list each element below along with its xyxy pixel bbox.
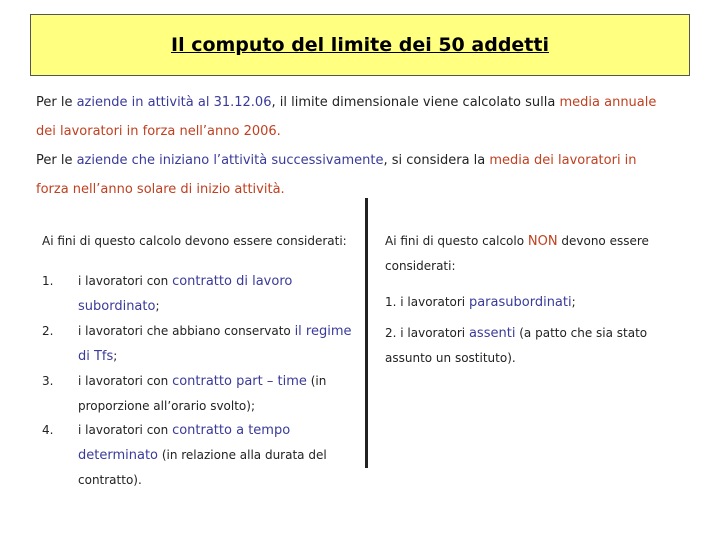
right-item2-highlight: assenti: [468, 326, 516, 341]
intro-p2-text-c: , si considera la: [383, 153, 490, 168]
list-item-text-c: (in proporzione all’orario svolto);: [78, 374, 327, 413]
column-divider: [365, 198, 368, 468]
list-item-number: 4.: [42, 423, 54, 437]
right-lead-text-a: Ai fini di questo calcolo: [385, 234, 528, 248]
intro-p1-highlight-media: media annuale: [559, 95, 657, 110]
right-item-assenti: [385, 321, 685, 370]
list-item-highlight: contratto part – time: [172, 374, 307, 389]
list-item-number: 3.: [42, 374, 54, 388]
list-item-number: 1.: [42, 274, 54, 288]
right-item2-text-c: (a patto che sia stato assunto un sostituto).: [385, 326, 648, 365]
list-item-text: [78, 369, 362, 418]
intro-section: [36, 88, 686, 204]
right-lead-text-c: devono essere considerati:: [385, 234, 649, 273]
list-item-text-c: ;: [155, 299, 160, 313]
list-item-highlight: contratto di lavoro subordinato: [78, 274, 293, 314]
list-item: [42, 319, 362, 369]
right-item2-text-a: 2. i lavoratori: [385, 326, 469, 340]
left-column: [42, 229, 362, 492]
left-lead: Ai fini di questo calcolo devono essere considerati:: [42, 234, 347, 248]
intro-p1-text-c: , il limite dimensionale viene calcolato sulla: [271, 95, 560, 110]
right-item1-highlight: parasubordinati: [468, 295, 572, 310]
list-item-text: [78, 319, 362, 369]
right-item1-text-a: 1. i lavoratori: [385, 295, 469, 309]
list-item-highlight: contratto a tempo determinato: [78, 423, 291, 463]
right-lead-non: NON: [527, 234, 558, 249]
intro-paragraph-2: [36, 146, 686, 204]
title-box: [30, 14, 690, 76]
list-item-text-c: ;: [113, 349, 118, 363]
intro-p1-text-e: dei lavoratori in forza nell’anno 2006.: [36, 124, 281, 139]
right-lead: [385, 229, 685, 278]
list-item-number: 2.: [42, 324, 54, 338]
list-item-highlight: il regime di Tfs: [78, 324, 352, 364]
right-item-parasubordinati: [385, 290, 685, 315]
intro-p1-text-a: Per le: [36, 95, 77, 110]
intro-p2-text-a: Per le: [36, 153, 77, 168]
list-item-text: [78, 269, 362, 319]
list-item-text-a: i lavoratori con: [78, 374, 173, 388]
intro-p2-text-e: forza nell’anno solare di inizio attività.: [36, 182, 285, 197]
intro-p2-highlight-aziende: aziende che iniziano l’attività successivamente: [76, 153, 384, 168]
intro-paragraph-1: [36, 88, 686, 146]
right-column: [385, 229, 685, 370]
list-item-text-c: (in relazione alla durata del contratto).: [78, 448, 327, 487]
list-item: [42, 369, 362, 418]
list-item: [42, 418, 362, 492]
list-item-text: [78, 418, 362, 492]
list-item-text-a: i lavoratori con: [78, 423, 173, 437]
list-item: [42, 269, 362, 319]
intro-p1-highlight-aziende: aziende in attività al 31.12.06: [76, 95, 272, 110]
right-item1-text-c: ;: [571, 295, 576, 309]
list-item-text-a: i lavoratori con: [78, 274, 173, 288]
page-title: Il computo del limite dei 50 addetti: [171, 34, 549, 56]
intro-p2-highlight-media: media dei lavoratori in: [489, 153, 637, 168]
list-item-text-a: i lavoratori che abbiano conservato: [78, 324, 295, 338]
